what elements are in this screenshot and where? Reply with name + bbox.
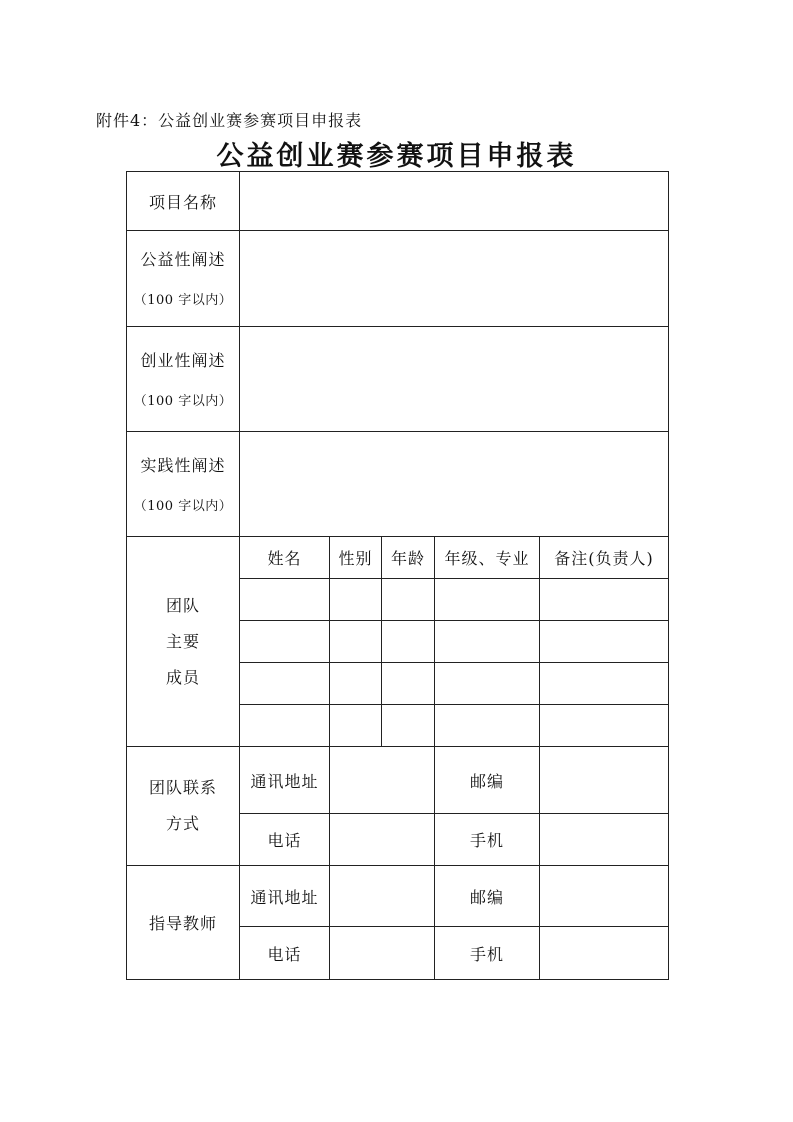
advisor-phone-label: 电话 bbox=[240, 927, 330, 980]
team-contact-label: 团队联系 方式 bbox=[127, 747, 240, 866]
entrepreneurship-label: 创业性阐述 （100 字以内） bbox=[127, 327, 240, 432]
team-phone-label: 电话 bbox=[240, 814, 330, 866]
form-title: 公益创业赛参赛项目申报表 bbox=[216, 141, 577, 172]
team-postcode-field[interactable] bbox=[540, 747, 669, 814]
member-remarks-cell[interactable] bbox=[540, 705, 669, 747]
member-remarks-cell[interactable] bbox=[540, 579, 669, 621]
practice-field[interactable] bbox=[240, 432, 669, 537]
project-name-field[interactable] bbox=[240, 172, 669, 231]
member-gender-cell[interactable] bbox=[330, 663, 382, 705]
team-postcode-label: 邮编 bbox=[435, 747, 540, 814]
team-contact-address-row bbox=[127, 747, 669, 814]
row-entrepreneurship bbox=[127, 327, 669, 432]
header-remarks: 备注(负责人) bbox=[540, 537, 669, 579]
member-gender-cell[interactable] bbox=[330, 621, 382, 663]
team-members-label: 团队 主要 成员 bbox=[127, 537, 240, 747]
team-address-label: 通讯地址 bbox=[240, 747, 330, 814]
member-grade-cell[interactable] bbox=[435, 663, 540, 705]
advisor-address-row bbox=[127, 866, 669, 927]
member-grade-cell[interactable] bbox=[435, 579, 540, 621]
project-name-label: 项目名称 bbox=[127, 172, 240, 231]
member-age-cell[interactable] bbox=[382, 705, 435, 747]
team-mobile-field[interactable] bbox=[540, 814, 669, 866]
member-name-cell[interactable] bbox=[240, 621, 330, 663]
row-practice bbox=[127, 432, 669, 537]
advisor-postcode-label: 邮编 bbox=[435, 866, 540, 927]
member-name-cell[interactable] bbox=[240, 705, 330, 747]
header-name: 姓名 bbox=[240, 537, 330, 579]
header-gender: 性别 bbox=[330, 537, 382, 579]
advisor-label: 指导教师 bbox=[127, 866, 240, 980]
member-gender-cell[interactable] bbox=[330, 579, 382, 621]
attachment-label: 附件4：公益创业赛参赛项目申报表 bbox=[96, 111, 363, 130]
member-name-cell[interactable] bbox=[240, 663, 330, 705]
advisor-address-label: 通讯地址 bbox=[240, 866, 330, 927]
header-grade-major: 年级、专业 bbox=[435, 537, 540, 579]
advisor-mobile-label: 手机 bbox=[435, 927, 540, 980]
member-gender-cell[interactable] bbox=[330, 705, 382, 747]
application-form-table bbox=[126, 171, 669, 980]
header-age: 年龄 bbox=[382, 537, 435, 579]
public-welfare-label: 公益性阐述 （100 字以内） bbox=[127, 231, 240, 327]
advisor-postcode-field[interactable] bbox=[540, 866, 669, 927]
advisor-mobile-field[interactable] bbox=[540, 927, 669, 980]
practice-label: 实践性阐述 （100 字以内） bbox=[127, 432, 240, 537]
team-header-row bbox=[127, 537, 669, 579]
team-mobile-label: 手机 bbox=[435, 814, 540, 866]
member-remarks-cell[interactable] bbox=[540, 663, 669, 705]
public-welfare-field[interactable] bbox=[240, 231, 669, 327]
entrepreneurship-field[interactable] bbox=[240, 327, 669, 432]
member-name-cell[interactable] bbox=[240, 579, 330, 621]
advisor-phone-field[interactable] bbox=[330, 927, 435, 980]
row-public-welfare bbox=[127, 231, 669, 327]
advisor-address-field[interactable] bbox=[330, 866, 435, 927]
team-address-field[interactable] bbox=[330, 747, 435, 814]
member-age-cell[interactable] bbox=[382, 663, 435, 705]
team-phone-field[interactable] bbox=[330, 814, 435, 866]
member-age-cell[interactable] bbox=[382, 579, 435, 621]
member-grade-cell[interactable] bbox=[435, 705, 540, 747]
row-project-name bbox=[127, 172, 669, 231]
member-age-cell[interactable] bbox=[382, 621, 435, 663]
member-grade-cell[interactable] bbox=[435, 621, 540, 663]
member-remarks-cell[interactable] bbox=[540, 621, 669, 663]
